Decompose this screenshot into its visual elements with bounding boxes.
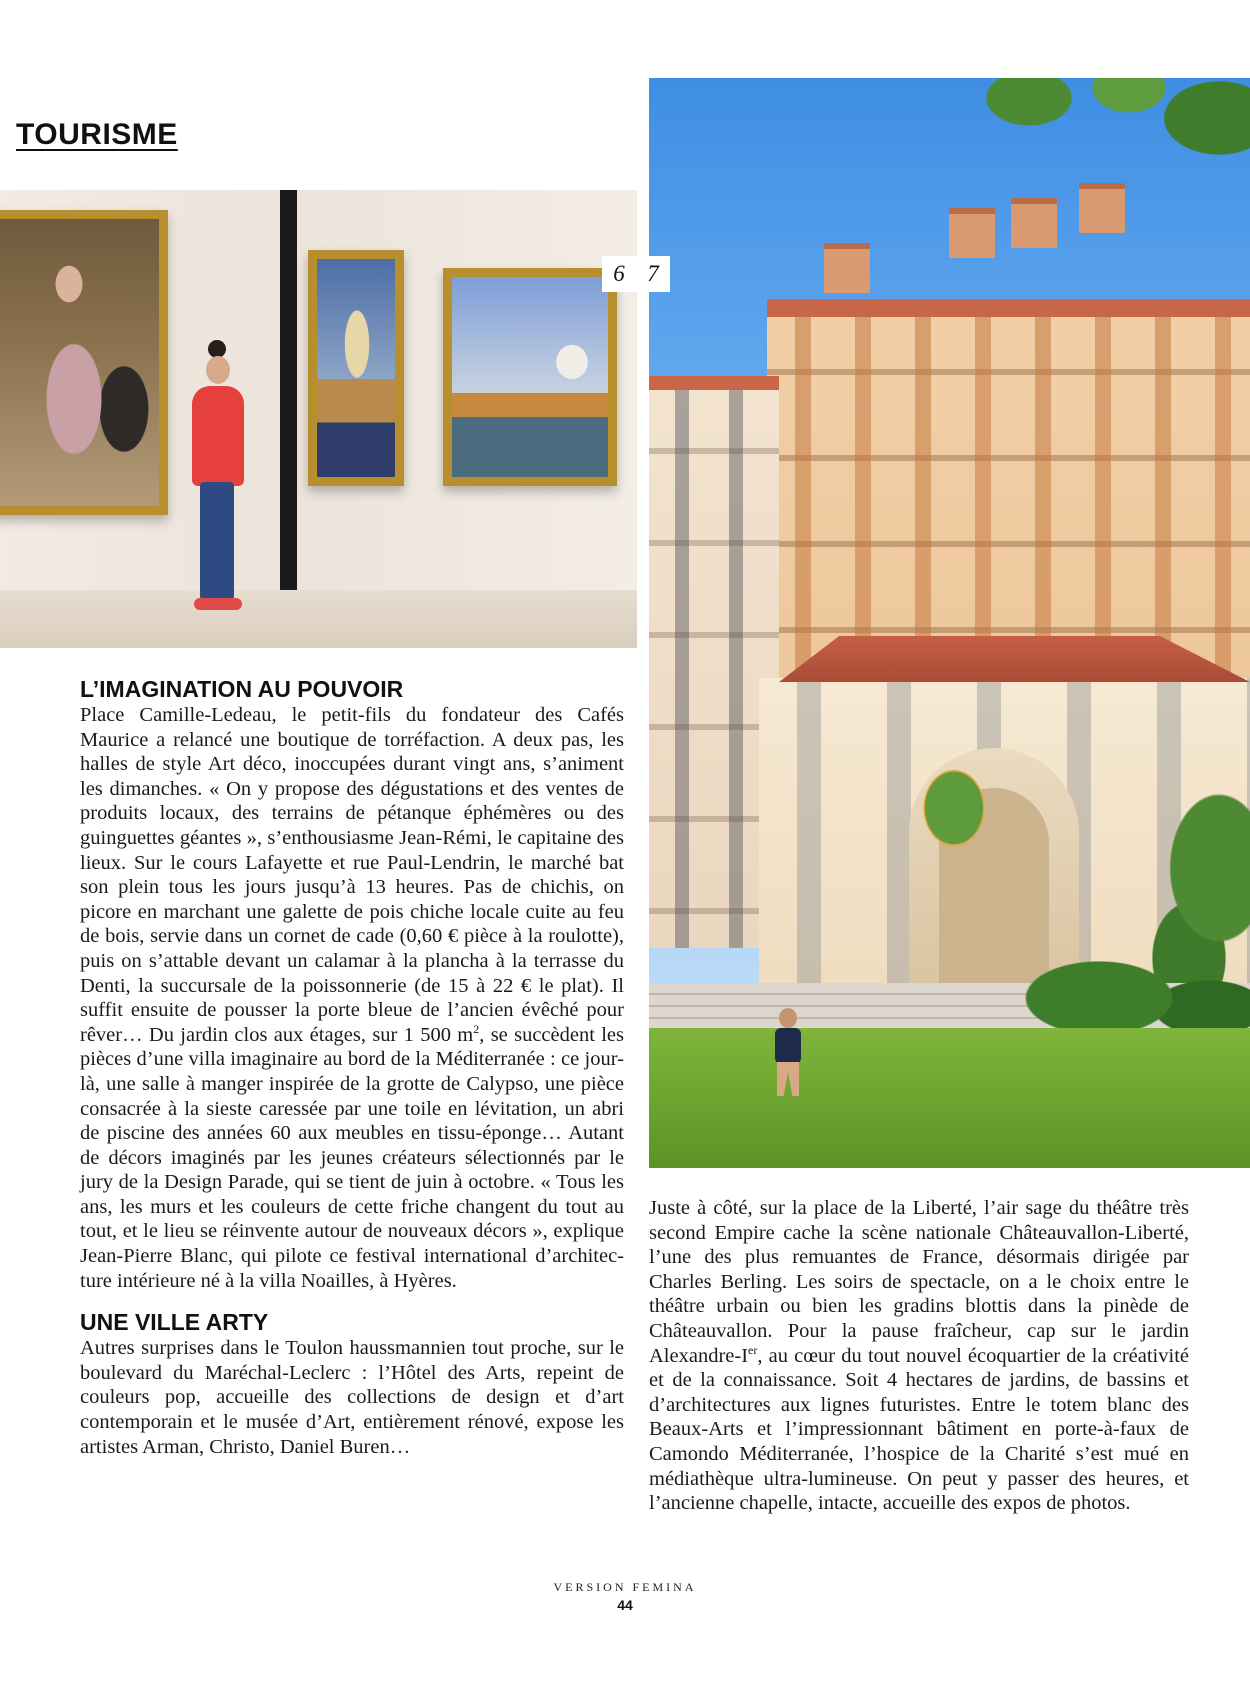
painting-harbor [443, 268, 617, 486]
ordinal-suffix: er [748, 1342, 758, 1357]
chimney [949, 208, 995, 258]
photo-numbers [602, 256, 670, 292]
shrubs [949, 928, 1250, 1038]
chimney [1079, 183, 1125, 233]
article-right-column [649, 1196, 1189, 1516]
chimney [824, 243, 870, 293]
photo-number-6: 6 [613, 261, 625, 286]
toulon-square-photo [649, 78, 1250, 1168]
magazine-name: VERSION FEMINA [553, 1580, 697, 1594]
museum-gallery-photo [0, 190, 637, 648]
gallery-floor [0, 590, 637, 648]
heading-ville-arty: UNE VILLE ARTY [80, 1309, 269, 1336]
heading-imagination: L’IMAGINATION AU POUVOIR [80, 676, 404, 702]
page-number: 44 [617, 1597, 633, 1613]
painting-cityscape [308, 250, 404, 486]
section-label: TOURISME [16, 118, 178, 151]
small-tree [899, 738, 1009, 898]
paragraph-imagination: Place Camille-Ledeau, le petit-fils du fondateur des Cafés Maurice a relancé une boutique de torréfaction. A deux pas, les halles de style Art déco, inoccupées durant vingt ans, s’animent les dimanches. « On y propose des dégustations et des ventes de produits locaux, des terrains de pétanque éphémères ou des guinguettes géantes », s’enthousiasme Jean-Rémi, le capitaine des lieux. Sur le cours Lafayette et rue Paul-Lendrin, le marché bat son plein tous les jours jusqu’à 13 heures. Pas de chichis, on picore en marchant une galette de pois chiche locale cuite au feu de bois, servie dans un cornet de cade (0,60 € pièce à la roulotte), puis on s’attable devant un calamar à la plancha à la terrasse du Denti, la succursale de la poissonnerie (de 15 à 22 € le plat). Il suffit ensuite de pousser la porte bleue de l’ancien évêché pour rêver… Du jardin clos aux étages, sur 1 500 $m^2$, se succèdent les pièces d’une villa imaginaire au bord de la Méditerranée : ce jour-là, une salle à manger inspirée de la grotte de Calypso, une pièce consacrée à la sieste caressée par une toile en lévitation, un abri de piscine des années 60 aux meubles en tissu-éponge… Autant de décors imaginés par les jeunes créateurs sélectionnés par le jury de la Design Parade, qui se tient de juin à octobre. « Tous les ans, les murs et les couleurs de cette friche changent du tout au tout, et le lieu se réinvente autour de nouveaux décors », explique Jean-Pierre Blanc, qui pilote ce festival international d’architecture intérieure né à la villa Noailles, à Hyères. [80, 704, 624, 1292]
article-left-column [80, 676, 624, 1459]
garden-lawn [649, 1028, 1250, 1168]
paragraph-ville-arty: Autres surprises dans le Toulon haussmannien tout proche, sur le boulevard du Maréchal-Leclerc : l’Hôtel des Arts, repeint de couleurs pop, accueille des collections de design et d’art contemporain et le musée d’Art, entièrement rénové, expose les artistes Arman, Christo, Daniel Buren… [80, 1337, 624, 1458]
photo-number-7: 7 [647, 261, 659, 286]
gallery-pillar [280, 190, 297, 590]
painting-dancer [0, 210, 168, 515]
area-exponent: 2 [473, 1021, 480, 1036]
paragraph-liberte: Juste à côté, sur la place de la Liberté, l’air sage du théâtre très second Empire cache la scène nationale Châteauvallon-Liberté, l’une des plus remuantes de France, désormais dirigée par Charles Berling. Les soirs de spectacle, on a le choix entre le théâtre urbain ou bien les gradins blottis dans la pinède de Châteauvallon. Pour la pause fraîcheur, cap sur le jardin Alexandre-Ier, au cœur du tout nouvel écoquartier de la créativité et de la connaissance. Soit 4 hectares de jardins, de bassins et d’architectures aux lignes futuristes. Entre le totem blanc des Beaux-Arts et l’impressionnant bâtiment en porte-à-faux de Camondo Méditerranée, l’hospice de la Charité s’est mué en médiathèque ultra-lumineuse. On peut y passer des heures, et l’ancienne chapelle, intacte, accueille des expos de photos. [649, 1197, 1189, 1515]
running-child [767, 1008, 807, 1098]
page-footer [0, 1580, 1250, 1613]
chimney [1011, 198, 1057, 248]
museum-visitor [188, 340, 250, 622]
